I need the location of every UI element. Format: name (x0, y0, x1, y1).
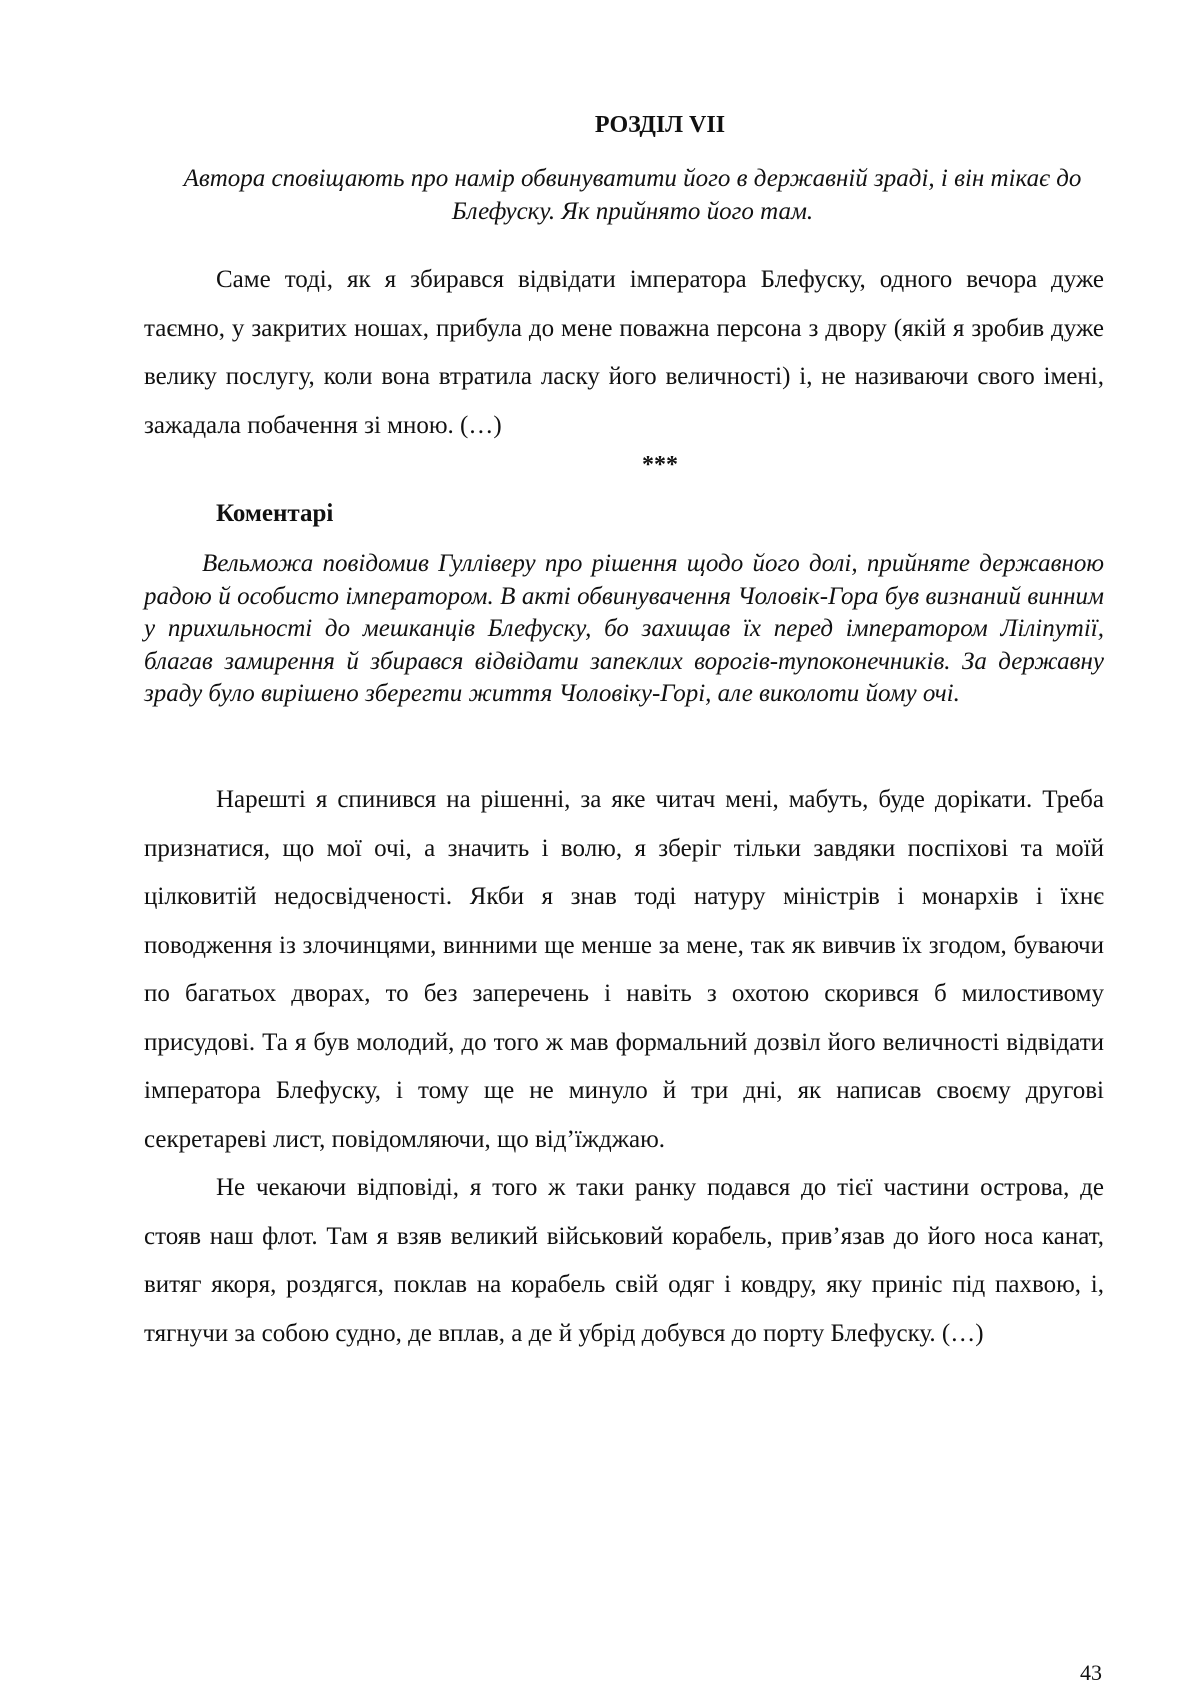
commentary-text: Вельможа повідомив Гуллiверу про рiшення щодо його долi, прийняте державною радою й особисто iмператором. В актi обвинувачення Чоловiк-Гора був визнаний винним у прихильностi до мешканцiв Блефуску, бо захищав їх перед iмператором Лiлiпутiї, благав замирення й збирався вiдвiдати запеклих ворогiв-тупоконечникiв. За державну зраду було вирiшено зберегти життя Чоловiку-Горi, але виколоти йому очi. (144, 550, 1104, 707)
paragraph-3: Не чекаючи відповіді, я того ж таки ранку подався до тієї частини острова, де стояв наш флот. Там я взяв великий військовий корабель, прив’язав до його носа канат, витяг якоря, роздягся, поклав на корабель свій одяг і ковдру, яку приніс під пахвою, і, тягнучи за собою судно, де вплав, а де й убрід добувся до порту Блефуску. (…) (144, 1174, 1104, 1347)
page-number: 43 (1080, 1660, 1102, 1685)
paragraphs-2-3-block (144, 776, 1104, 1358)
section-separator: *** (642, 452, 678, 478)
paragraph-1-block (144, 256, 1104, 450)
chapter-subtitle: Автора сповіщають про намір обвинуватити його в державній зраді, і він тікає до Блефуску. Як прийнято його там. (183, 165, 1082, 225)
commentary-block (144, 548, 1104, 711)
paragraph-2: Нарешті я спинився на рішенні, за яке читач мені, мабуть, буде дорікати. Треба признатися, що мої очі, а значить і волю, я зберіг тільки завдяки поспіхові та моїй цілковитій недосвідченості. Якби я знав тоді натуру міністрів і монархів і їхнє поводження із злочинцями, винними ще менше за мене, так як вивчив їх згодом, буваючи по багатьох дворах, то без заперечень і навіть з охотою скорився б милостивому присудові. Та я був молодий, до того ж мав формальний дозвіл його величності відвідати імператора Блефуску, і тому ще не минуло й три дні, як написав своєму другові секретареві лист, повідомляючи, що від’їжджаю. (144, 786, 1104, 1153)
paragraph-1: Саме тоді, як я збирався відвідати імператора Блефуску, одного вечора дуже таємно, у закритих ношах, прибула до мене поважна персона з двору (якій я зробив дуже велику послугу, коли вона втратила ласку його величності) і, не називаючи свого імені, зажадала побачення зі мною. (…) (144, 266, 1104, 439)
commentary-heading: Коментарі (216, 500, 334, 527)
chapter-title: РОЗДІЛ VII (594, 112, 726, 138)
